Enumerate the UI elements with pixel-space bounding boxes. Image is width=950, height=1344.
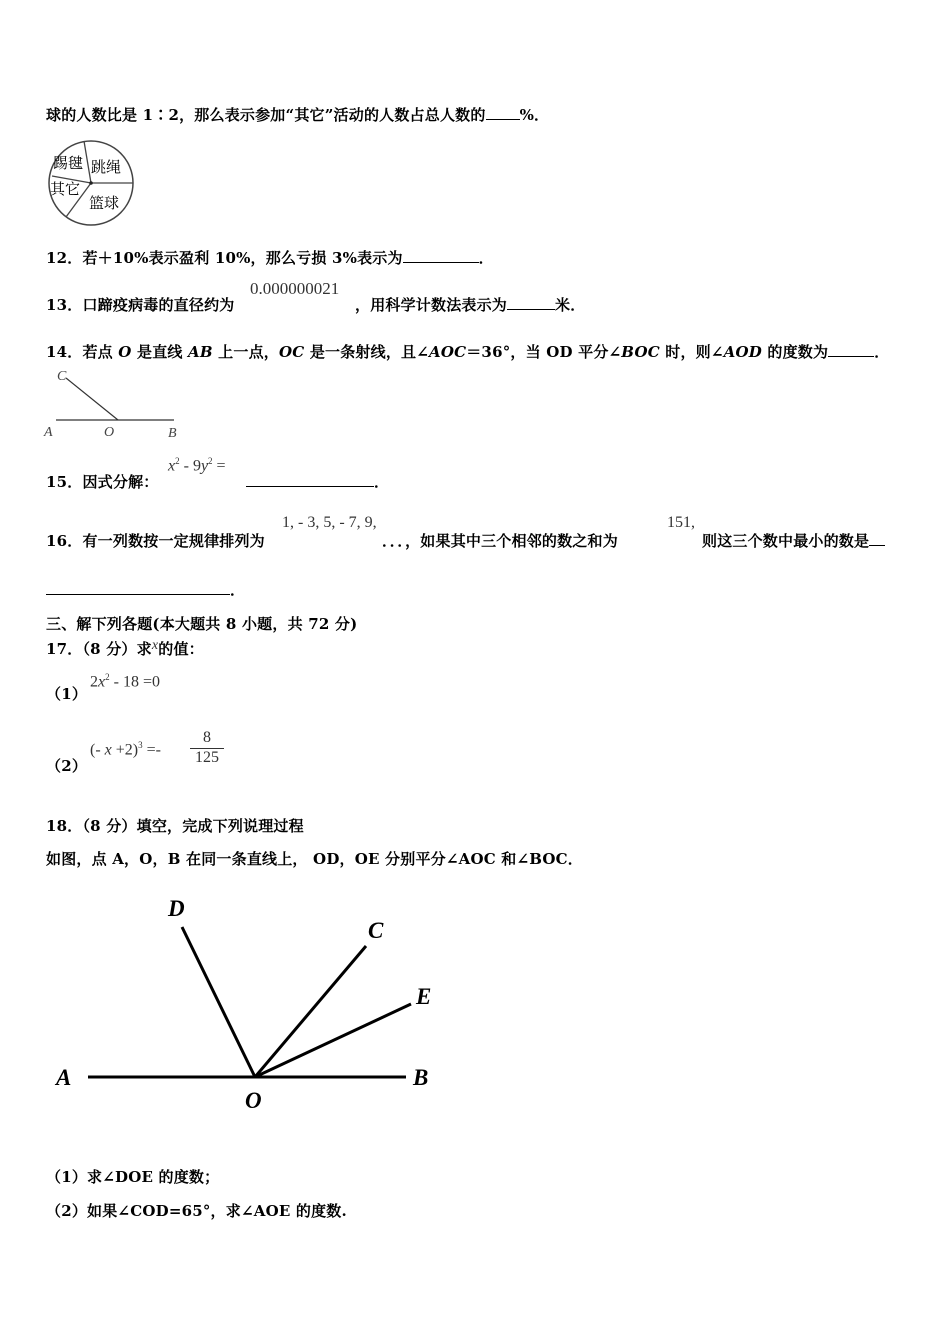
q18-part2: （2）如果∠COD=65°，求∠AOE 的度数. [46,1202,347,1220]
q16-line-2 [46,579,245,600]
q15-line [46,471,158,492]
q15-blank [246,472,374,487]
q11-line [46,104,549,125]
q18-title: 18．（8 分）填空，完成下列说理过程 [46,817,304,835]
q18-label-D: D [168,896,185,921]
q17-part2-equation: (- x +2)$^3$ =- [90,740,161,759]
pie-label-4: 篮球 [89,196,120,212]
q18-ray-OE [255,1004,411,1077]
q13-blank [507,295,555,310]
q12-line [46,247,494,268]
q13-number: 0.000000021 [250,279,340,298]
q17-var: x [151,638,159,653]
pie-center [89,181,93,185]
q11-suffix: %． [519,106,550,124]
q14-label-B: B [168,426,177,441]
q14-end: ． [874,343,890,361]
q14-t2: 上一点， [212,343,279,361]
q18-figure [50,890,450,1120]
q17-prefix: 17．（8 分）求 [46,640,152,658]
q18-part1: （1）求∠DOE 的度数； [46,1168,220,1186]
q14-t4: ＝36°，当 OD 平分∠ [466,343,622,361]
q14-label-O: O [104,425,115,440]
q18-label-B: B [413,1065,429,1090]
q14-O: O [118,343,132,361]
q12-text: 12．若＋10%表示盈利 10%，那么亏损 3%表示为 [46,249,403,267]
q18-label-A: A [56,1065,72,1090]
q14-ray-OC [66,378,118,420]
q15-end: ． [374,473,390,491]
q16-blank-2 [46,580,230,595]
q18-ray-OC [255,946,366,1077]
q18-label-C: C [368,918,384,943]
q13-prefix: 13．口蹄疫病毒的直径约为 [46,296,235,314]
q16-line-rest [702,530,885,551]
q16-sum: 151, [667,514,695,531]
q13-middle: ，用科学计数法表示为 [355,296,508,314]
q18-label-O: O [245,1088,262,1113]
q17-line [46,638,204,659]
q14-figure [40,364,190,442]
q14-label-C: C [57,369,67,384]
q17-part1-label: （1） [46,685,88,703]
q14-t3: 是一条射线，且∠ [304,343,429,361]
pie-label-1: 踢毽 [53,156,84,172]
q14-AOD: AOD [723,343,762,361]
q14-label-A: A [44,425,53,440]
q16-dots: ．．．，如果其中三个相邻的数之和为 [382,532,618,550]
q16-end: ． [230,581,246,599]
q17-part2-label: （2） [46,757,88,775]
q15-prefix: 15．因式分解： [46,473,159,491]
q18-label-E: E [416,984,432,1009]
q17-suffix: 的值： [158,640,204,658]
q14-t0: 14．若点 [46,343,119,361]
q15-line-rest [246,471,389,492]
q17-fraction: 8 125 [190,729,224,767]
q14-AB: AB [188,343,213,361]
q14-blank [828,342,874,357]
q16-line [46,530,265,551]
q18-desc: 如图，点 A，O，B 在同一条直线上， OD，OE 分别平分∠AOC 和∠BOC． [46,850,584,868]
q16-suffix: 则这三个数中最小的数是 [702,532,870,550]
q14-line [46,341,889,362]
q14-t6: 的度数为 [761,343,829,361]
q11-blank [486,105,520,120]
q17-part1-equation: $2x^2 - 18 =0$ [90,672,160,691]
q12-end: ． [478,249,494,267]
q13-end: 米． [555,296,586,314]
pie-label-3: 其它 [50,182,81,198]
q16-sequence: 1, - 3, 5, - 7, 9, [282,514,377,531]
pie-chart-figure [44,138,140,230]
pie-divider-1 [84,141,91,183]
q12-blank [403,248,479,263]
q16-blank-1 [869,531,885,546]
q14-OC: OC [278,343,305,361]
q14-AOC: AOC [428,343,467,361]
q13-line-rest [355,294,585,315]
q14-t1: 是直线 [131,343,189,361]
q11-text: 球的人数比是 1∶2，那么表示参加“其它”活动的人数占总人数的 [46,106,486,124]
pie-label-2: 跳绳 [91,160,122,176]
q14-BOC: BOC [621,343,660,361]
q16-line-mid [382,530,618,551]
q18-ray-OD [182,927,255,1077]
section3-title: 三、解下列各题(本大题共 8 小题，共 72 分) [46,615,358,633]
q15-expression: $x^2 - 9y^2$ = [168,456,226,475]
q16-prefix: 16．有一列数按一定规律排列为 [46,532,265,550]
q14-t5: 时，则∠ [659,343,724,361]
q13-line [46,294,234,315]
